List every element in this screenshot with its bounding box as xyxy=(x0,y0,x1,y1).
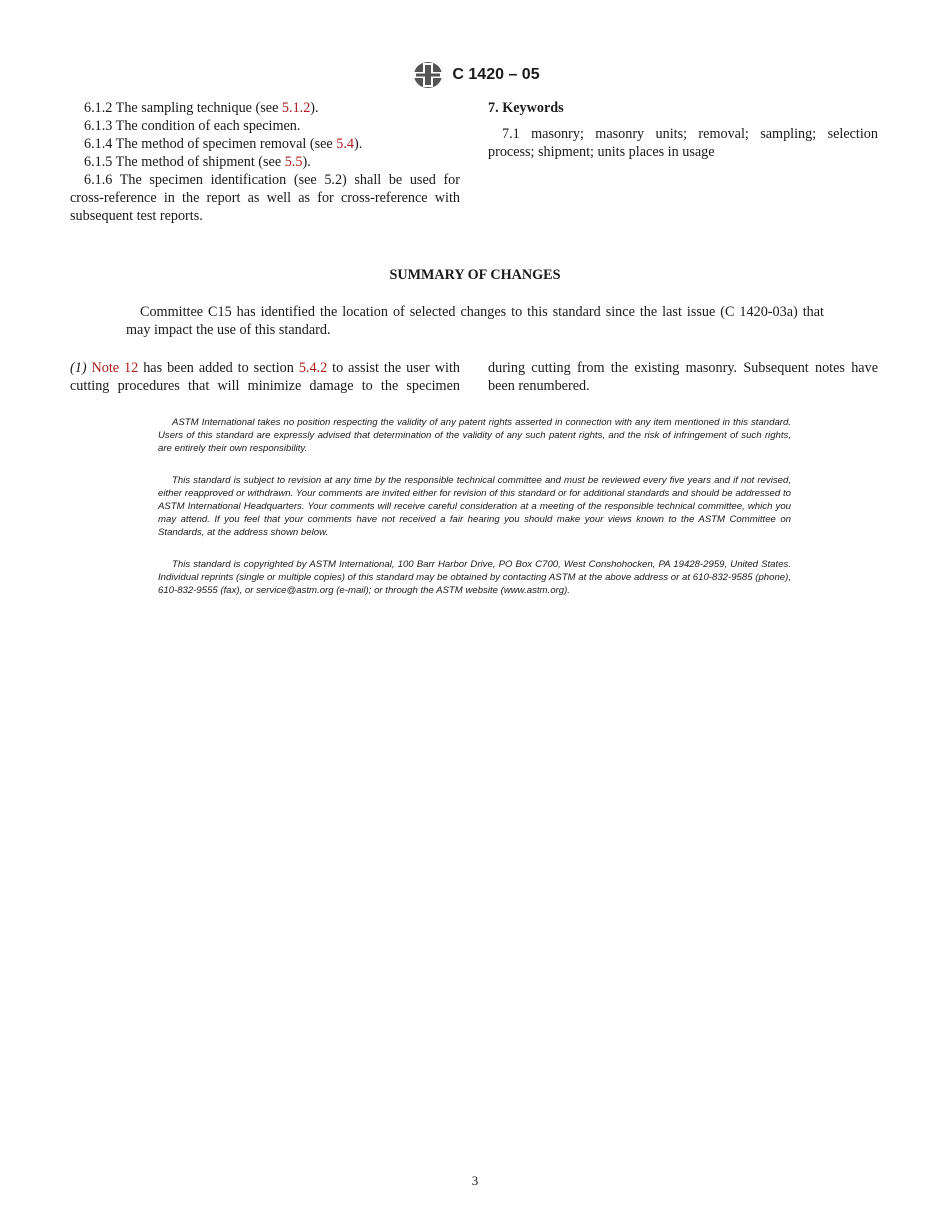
revision-notice: This standard is subject to revision at any time by the responsible technical committee and must be reviewed every five years and if not revised, either reapproved or withdrawn. Your comments are invited either for revision of this standard or for additional standards and should be addressed to ASTM International Headquarters. Your comments will receive careful consideration at a meeting of the responsible technical committee, which you may attend. If you feel that your comments have not received a fair hearing you should make your views known to the ASTM Committee on Standards, at the address shown below. xyxy=(158,475,791,538)
list-item: 6.1.3 The condition of each specimen. xyxy=(84,118,301,134)
summary-title: SUMMARY OF CHANGES xyxy=(389,267,561,283)
keywords-heading: 7. Keywords xyxy=(488,100,564,116)
section-link[interactable]: 5.4.2 xyxy=(298,360,328,376)
patent-notice: ASTM International takes no position respecting the validity of any patent rights asserted in connection with any item mentioned in this standard. Users of this standard are expressly advised that determination of the validity of any such patent rights, and the risk of infringement of such rights, are entirely their own responsibility. xyxy=(158,417,791,454)
summary-intro: Committee C15 has identified the location of selected changes to this standard since the last issue (C 1420-03a) that may impact the use of this standard. xyxy=(126,304,824,338)
note-link[interactable]: Note 12 xyxy=(91,360,139,376)
standard-designation: C 1420 – 05 xyxy=(452,66,540,83)
copyright-notice: This standard is copyrighted by ASTM International, 100 Barr Harbor Drive, PO Box C700, West Conshohocken, PA 19428-2959, United States. Individual reprints (single or multiple copies) of this standard may be obtained by contacting ASTM at the above address or at 610-832-9585 (phone), 610-832-9555 (fax), or service@astm.org (e-mail); or through the ASTM website (www.astm.org). xyxy=(158,559,791,596)
page-number: 3 xyxy=(471,1173,479,1188)
list-item: 6.1.5 The method of shipment (see 5.5). xyxy=(84,154,311,170)
section-link[interactable]: 5.4 xyxy=(336,136,355,152)
section-link[interactable]: 5.1.2 xyxy=(281,100,311,116)
change-number: (1) xyxy=(70,360,87,376)
list-item: 6.1.4 The method of specimen removal (see 5.4). xyxy=(84,136,363,152)
page-header xyxy=(0,60,950,95)
right-column xyxy=(488,99,878,161)
section-link[interactable]: 5.5 xyxy=(284,154,303,170)
left-column xyxy=(70,99,460,225)
list-item: 6.1.6 The specimen identification (see 5.2) shall be used for cross-reference in the report as well as for cross-reference with subsequent test reports. xyxy=(70,172,460,224)
change-list: (1) Note 12 has been added to section 5.4.2 to assist the user with cutting procedures that will minimize damage to the specimen during cutting from the existing masonry. Subsequent notes have been renumbered. xyxy=(70,360,878,394)
list-item: 6.1.2 The sampling technique (see 5.1.2). xyxy=(84,100,319,116)
astm-logo-icon xyxy=(410,60,446,90)
keywords-text: 7.1 masonry; masonry units; removal; sampling; selection process; shipment; units places in usage xyxy=(488,126,878,160)
